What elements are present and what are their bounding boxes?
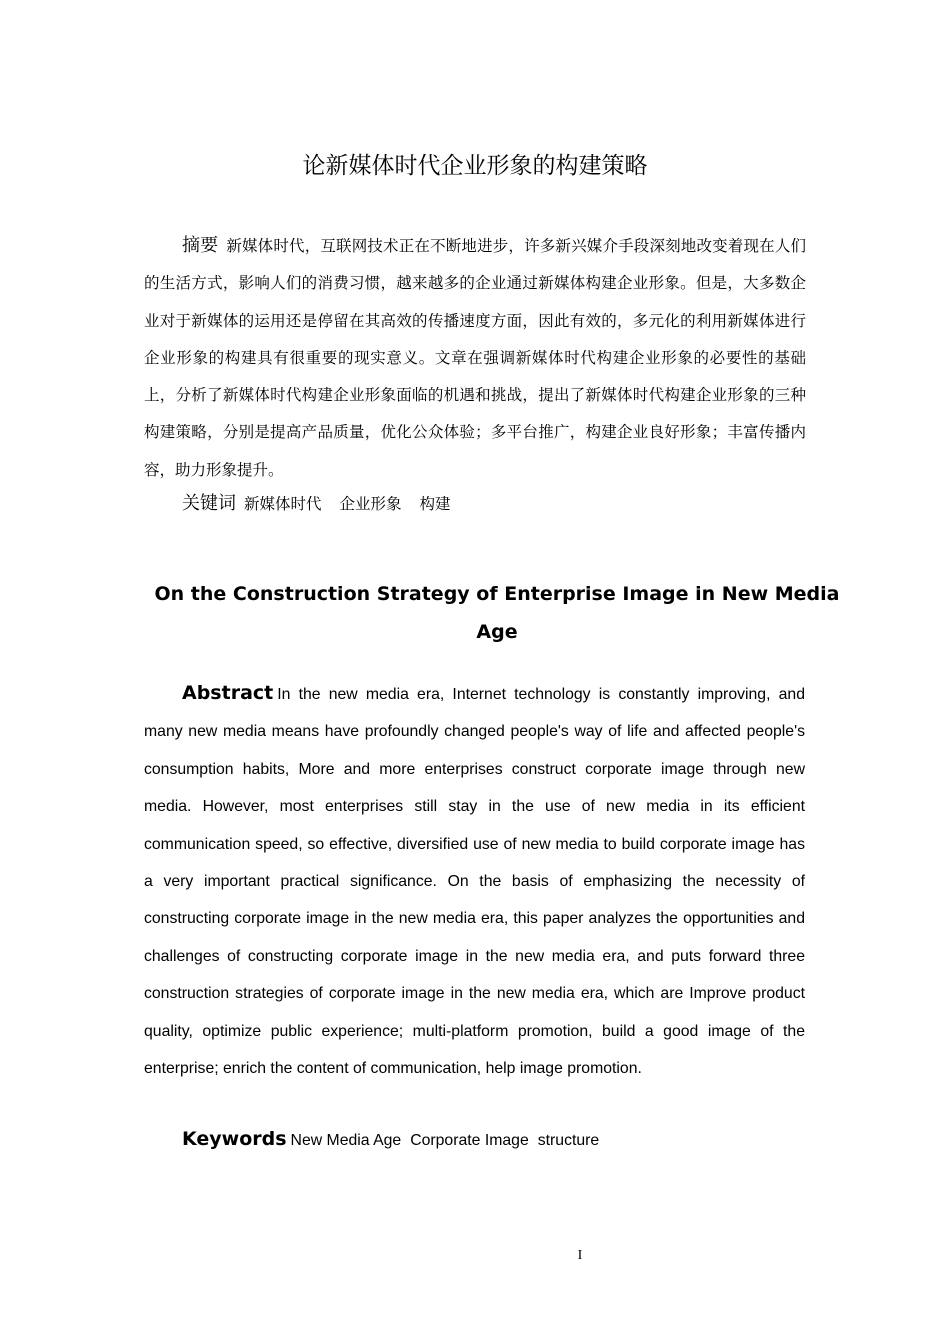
chinese-keywords (182, 485, 802, 523)
chinese-keyword: 构建 (419, 495, 451, 513)
chinese-abstract-label: 摘要 (182, 235, 219, 256)
chinese-abstract (144, 227, 806, 489)
chinese-keywords-label: 关键词 (182, 493, 236, 514)
chinese-keyword: 新媒体时代 (244, 495, 322, 513)
english-abstract-label: Abstract (182, 682, 274, 704)
chinese-keyword: 企业形象 (339, 495, 402, 513)
english-title: On the Construction Strategy of Enterprise Image in New Media Age (154, 583, 840, 643)
english-keyword: New Media Age (290, 1132, 402, 1149)
english-keywords-label: Keywords (182, 1128, 287, 1150)
english-abstract (144, 675, 805, 1087)
english-keyword: Corporate Image (410, 1132, 529, 1149)
english-keyword: structure (537, 1132, 600, 1149)
english-keywords (182, 1121, 802, 1159)
page-number: I (577, 1248, 583, 1263)
chinese-title: 论新媒体时代企业形象的构建策略 (302, 153, 648, 179)
chinese-abstract-text: 新媒体时代，互联网技术正在不断地进步，许多新兴媒介手段深刻地改变着现在人们的生活方式，影响人们的消费习惯，越来越多的企业通过新媒体构建企业形象。但是，大多数企业对于新媒体的运用还是停留在其高效的传播速度方面，因此有效的，多元化的利用新媒体进行企业形象的构建具有很重要的现实意义。文章在强调新媒体时代构建企业形象的必要性的基础上，分析了新媒体时代构建企业形象面临的机遇和挑战，提出了新媒体时代构建企业形象的三种构建策略，分别是提高产品质量，优化公众体验；多平台推广，构建企业良好形象；丰富传播内容，助力形象提升。 (144, 237, 806, 479)
english-abstract-text: In the new media era, Internet technology is constantly improving, and many new media means have profoundly changed people's way of life and affected people's consumption habits, More and more enterprises construct corporate image through new media. However, most enterprises still stay in the use of new media in its efficient communication speed, so effective, diversified use of new media to build corporate image has a very important practical significance. On the basis of emphasizing the necessity of constructing corporate image in the new media era, this paper analyzes the opportunities and challenges of constructing corporate image in the new media era, and puts forward three construction strategies of corporate image in the new media era, which are Improve product quality, optimize public experience; multi-platform promotion, build a good image of the enterprise; enrich the content of communication, help image promotion. (144, 686, 805, 1078)
